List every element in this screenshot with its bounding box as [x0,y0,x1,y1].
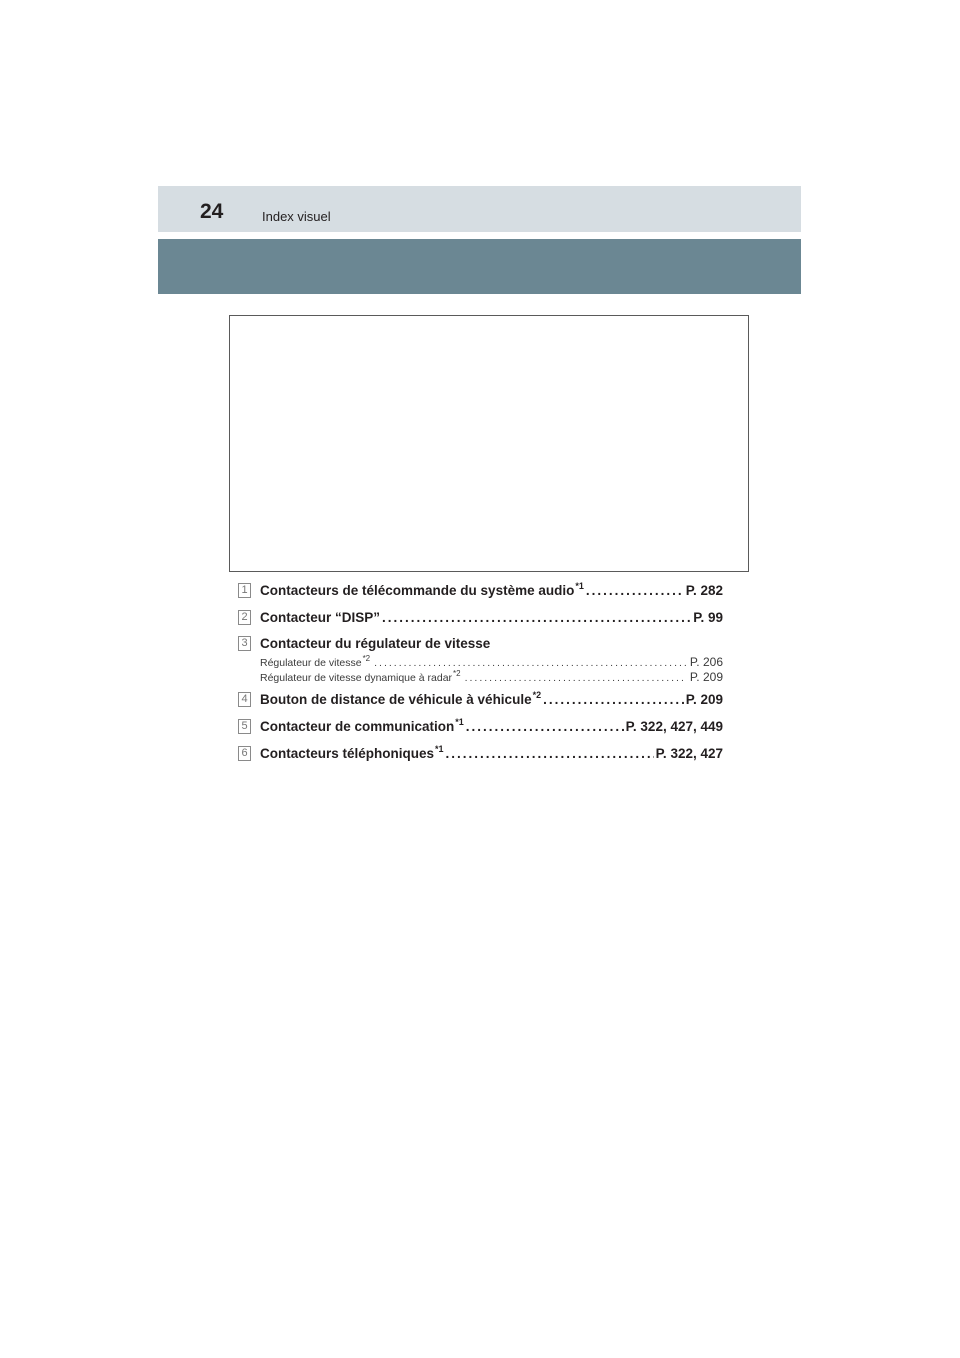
dot-leader [543,692,684,707]
item-number-badge: 4 [238,692,251,707]
page-reference[interactable]: P. 209 [685,692,723,707]
item-label: Contacteur du régulateur de vitesse [260,636,491,651]
page-reference[interactable]: P. 206 [689,655,723,669]
item-label: Contacteur “DISP” [260,610,381,625]
item-number-badge: 2 [238,610,251,625]
header-bar [158,186,801,232]
page-reference[interactable]: P. 282 [685,583,723,598]
item-number-badge: 1 [238,583,251,598]
footnote-marker: *2 [453,669,461,678]
footnote-marker: *2 [362,654,371,663]
page-reference[interactable]: P. 99 [693,610,723,625]
section-banner [158,239,801,294]
item-label: Contacteurs de télécommande du système audio$^{*1}$ [260,581,584,598]
item-label: Bouton de distance de véhicule à véhicule$^{*2}$ [260,690,542,707]
sub-item[interactable] [260,655,723,669]
item-label: Contacteurs téléphoniques$^{*1}$ [260,744,444,761]
dot-leader [446,746,654,761]
item-number-badge: 5 [238,719,251,734]
item-number-badge: 6 [238,746,251,761]
page-reference[interactable]: P. 322, 427 [655,746,723,761]
dot-leader [382,610,691,625]
page-reference[interactable]: P. 209 [689,670,723,684]
footnote-marker: *1 [455,717,464,727]
item-label: Contacteur de communication$^{*1}$ [260,717,464,734]
page-number: 24 [200,200,224,223]
footnote-marker: *1 [575,581,584,591]
sub-item[interactable] [260,670,723,684]
sub-item-label: Régulateur de vitesse$^{*2}$ [260,654,371,669]
footnote-marker: *1 [435,744,444,754]
footnote-marker: *2 [532,690,542,700]
dot-leader [586,583,684,598]
sub-item-label: Régulateur de vitesse dynamique à radar$^{*2}$ [260,669,461,684]
item-number-badge: 3 [238,636,251,651]
dot-leader [466,719,624,734]
dot-leader [465,672,686,684]
dot-leader [374,657,686,669]
section-title: Index visuel [262,209,331,224]
steering-wheel-figure [229,315,749,572]
page-reference[interactable]: P. 322, 427, 449 [625,719,723,734]
